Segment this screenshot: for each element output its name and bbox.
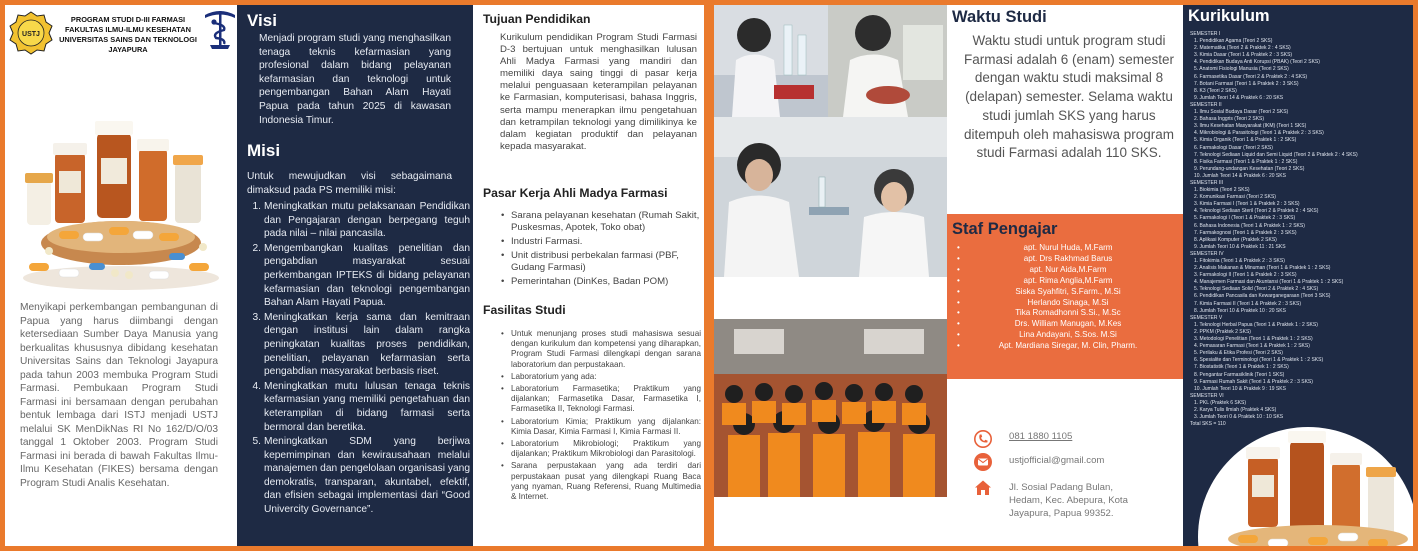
- fasilitas-item: • Laboratorium Mikrobiologi; Praktikum yang dijalankan; Praktikum Mikrobiologi dan Parasitologi.: [501, 439, 701, 459]
- kurikulum-course-item: 4. Pendidikan Budaya Anti Korupsi (PBAK) (Teori 2 SKS): [1194, 59, 1320, 66]
- kurikulum-course-item: 6. Bahasa Indonesia (Teori 1 & Praktek 1 : 2 SKS): [1194, 222, 1305, 229]
- misi-item: [247, 435, 470, 517]
- kurikulum-course-item: 7. Teknologi Sediaan Liquid dan Semi Liquid (Teori 2 & Praktek 2 : 4 SKS): [1194, 151, 1358, 158]
- staf-item: • Siska Syahfitri, S.Farm., M.Si: [957, 287, 1179, 298]
- address-line: Hedam, Kec. Abepura, Kota: [1009, 494, 1128, 506]
- kurikulum-course-item: 7. Biostatistik (Teori 1 & Praktek 1 : 2 SKS): [1194, 364, 1289, 371]
- cover-panel: [5, 5, 237, 546]
- lab-photo-1: [714, 5, 828, 117]
- visi-misi-panel: [237, 5, 473, 546]
- waktu-studi-panel: [947, 5, 1183, 546]
- kurikulum-semester-label: SEMESTER IV: [1190, 250, 1224, 257]
- email-icon: [974, 453, 992, 471]
- kurikulum-list: [1190, 31, 1405, 428]
- staf-item: • Lina Andayani, S.Sos. M.Si: [957, 330, 1179, 341]
- pasar-kerja-list: [501, 210, 701, 290]
- misi-text: Meningkatkan mutu lulusan tenaga teknis kefarmasian yang memiliki pengetahuan dan keterampilan di bidang farmasi serta bermoral dan beretika.: [264, 380, 470, 433]
- fasilitas-item: • Sarana perpustakaan yang ada terdiri dari perpustakaan pusat yang dilengkapi Ruang Baca yang nyaman, Ruang Referensi, Ruang Multimedia & Internet.: [501, 461, 701, 502]
- kurikulum-course-item: 7. Kimia Farmasi II (Teori 1 & Praktek 2 : 3 SKS): [1194, 300, 1301, 307]
- brochure-inside: [709, 0, 1418, 551]
- kurikulum-semester-label: Total SKS = 110: [1190, 421, 1226, 428]
- kurikulum-course-item: 3. Ilmu Kesehatan Masyarakat (IKM) (Teori 1 SKS): [1194, 123, 1307, 130]
- kurikulum-course-item: 3. Farmakologi II (Teori 1 & Praktek 2 : 3 SKS): [1194, 272, 1297, 279]
- misi-text: Meningkatkan SDM yang berjiwa kepemimpinan dan kewirausahaan melalui manajemen dan pengelolaan organisasi yang demokratis, transparan, akuntabel, efektif, dan efisien sebagai implementasi dari “Good Univercity Governance”.: [264, 436, 470, 516]
- kurikulum-heading: Kurikulum: [1188, 7, 1270, 25]
- kurikulum-course-item: 1. Biokimia (Teori 2 SKS): [1194, 187, 1250, 194]
- staf-pengajar-box: [947, 214, 1183, 379]
- staf-pengajar-list: [957, 243, 1179, 352]
- kurikulum-course-item: 1. Ilmu Sosial Budaya Dasar (Teori 2 SKS): [1194, 109, 1289, 116]
- kurikulum-course-item: 4. Teknologi Sediaan Steril (Teori 2 & Praktek 2 : 4 SKS): [1194, 208, 1319, 215]
- kurikulum-course-item: 5. Anatomi Fisiologi Manusia (Teori 2 SKS): [1194, 66, 1289, 73]
- misi-item: [247, 380, 470, 434]
- misi-item: [247, 200, 470, 241]
- tujuan-text: Kurikulum pendidikan Program Studi Farmasi D-3 bertujuan untuk menghasilkan lulusan Ahli Madya Farmasi yang mandiri dan memiliki daya saing tinggi di pasar kerja melalui penguasaan keterampilan pelayanan ke Farmasian, komputerisasi, bahasa Inggris, serta mampu menerapkan ilmu pengetahuan dan ketrampilan teknologi yang dimilikinya ke dalam kegiatan produktif dan pelayanan kepada masyarakat.: [500, 32, 697, 152]
- header-title-line: JAYAPURA: [108, 45, 148, 54]
- kurikulum-course-item: 9. Farmasi Rumah Sakit (Teori 1 & Praktek 2 : 3 SKS): [1194, 378, 1313, 385]
- kurikulum-course-item: 8. K3 (Teori 2 SKS): [1194, 87, 1237, 94]
- header: [5, 5, 237, 65]
- pasar-kerja-item: • Unit distribusi perbekalan farmasi (PBF, Gudang Farmasi): [501, 250, 701, 275]
- lab-photo-2: [828, 5, 947, 117]
- misi-text: Mengembangkan kualitas penelitian dan pengabdian masyarakat sesuai perkembangan IPTEKS di bidang pelayanan kefarmasian dan teknologi pengembangan Bahan Alam Hayati Papua.: [264, 242, 470, 309]
- kurikulum-course-item: 1. Teknologi Herbal Papua (Teori 1 & Praktek 1 : 2 SKS): [1194, 321, 1318, 328]
- kurikulum-course-item: 4. Manajemen Farmasi dan Akuntansi (Teori 1 & Praktek 1 : 2 SKS): [1194, 279, 1344, 286]
- kurikulum-course-item: 2. Bahasa Inggris (Teori 2 SKS): [1194, 116, 1265, 123]
- misi-item: [247, 311, 470, 379]
- waktu-studi-text: Waktu studi untuk program studi Farmasi adalah 6 (enam) semester dengan waktu studi maksimal 8 (delapan) semester. Selama waktu studi jumlah SKS yang harus ditempuh oleh mahasiswa program studi Farmasi adalah 110 SKS.: [963, 33, 1175, 161]
- staf-item: • apt. Rima Anglia,M.Farm: [957, 276, 1179, 287]
- fasilitas-item: • Laboratorium yang ada:: [501, 372, 701, 382]
- kurikulum-course-item: 1. PKL (Praktek 6 SKS): [1194, 399, 1247, 406]
- waktu-studi-heading: Waktu Studi: [952, 8, 1047, 26]
- kurikulum-course-item: 8. Jumlah Teori 10 & Praktek 10 : 20 SKS: [1194, 307, 1286, 314]
- kurikulum-course-item: 2. Analisis Makanan & Minuman (Teori 1 & Praktek 1 : 2 SKS): [1194, 265, 1331, 272]
- kurikulum-course-item: 8. Pengantar Farmasiklinik (Teori 1 SKS): [1194, 371, 1285, 378]
- staf-item: • apt. Nurul Huda, M.Farm: [957, 243, 1179, 254]
- kurikulum-course-item: 5. Perilaku & Etika Profesi (Teori 2 SKS): [1194, 350, 1283, 357]
- misi-intro: Untuk mewujudkan visi sebagaimana dimaksud pada PS memiliki misi:: [247, 171, 452, 196]
- kurikulum-course-item: 3. Metodologi Penelitian (Teori 1 & Praktek 1 : 2 SKS): [1194, 336, 1313, 343]
- kurikulum-course-item: 4. Mikrobiologi & Parasitologi (Teori 1 & Praktek 2 : 3 SKS): [1194, 130, 1324, 137]
- fasilitas-heading: Fasilitas Studi: [483, 303, 566, 317]
- kurikulum-course-item: 10. Jumlah Teori 10 & Praktek 9 : 19 SKS: [1194, 385, 1286, 392]
- fasilitas-item: • Untuk menunjang proses studi mahasiswa sesuai dengan kurikulum dan kompetensi yang diharapkan, Program Studi Farmasi dilengkapi dengan sarana laboratorium dan perpustakaan.: [501, 329, 701, 370]
- misi-list: [247, 200, 470, 518]
- kurikulum-course-item: 1. Fitokimia (Teori 1 & Praktek 2 : 3 SKS): [1194, 258, 1285, 264]
- medicine-bottles-image: [19, 113, 224, 293]
- kurikulum-course-item: 3. Kimia Dasar (Teori 1 & Praktek 2 : 3 SKS): [1194, 52, 1293, 59]
- kurikulum-semester-label: SEMESTER I: [1190, 31, 1221, 37]
- fasilitas-list: [501, 329, 701, 504]
- kurikulum-course-item: 9. Perundang-undangan Kesehatan (Teori 2 SKS): [1194, 165, 1305, 172]
- kurikulum-course-item: 2. Matematika (Teori 2 & Praktek 2 : 4 SKS): [1194, 45, 1291, 52]
- kurikulum-course-item: 2. Komunikasi Farmasi (Teori 2 SKS): [1194, 194, 1276, 201]
- phone-icon: [974, 430, 992, 448]
- kurikulum-course-item: 5. Kimia Organik (Teori 1 & Praktek 1 : 2 SKS): [1194, 137, 1297, 144]
- pasar-kerja-item: • Industri Farmasi.: [501, 236, 701, 248]
- fasilitas-item: • Laboratorium Kimia; Praktikum yang dijalankan: Kimia Dasar, Kimia Farmasi I, Kimia Farmasi II.: [501, 417, 701, 437]
- kurikulum-semester-label: SEMESTER VI: [1190, 392, 1224, 399]
- photo-panel: [714, 5, 947, 546]
- staf-item: • Herlando Sinaga, M.Si: [957, 298, 1179, 309]
- kurikulum-course-item: 6. Pendidikan Pancasila dan Kewarganegaraan (Teori 3 SKS): [1194, 293, 1331, 300]
- kurikulum-course-item: 7. Farmakognosi (Teori 1 & Praktek 2 : 3 SKS): [1194, 229, 1297, 236]
- kurikulum-course-item: 5. Farmakologi I (Teori 1 & Praktek 2 : 3 SKS): [1194, 215, 1296, 222]
- staf-pengajar-heading: Staf Pengajar: [952, 220, 1058, 238]
- misi-number: 5.: [252, 436, 261, 448]
- misi-number: 3.: [252, 311, 261, 323]
- header-title-line: UNIVERSITAS SAINS DAN TEKNOLOGI: [59, 35, 197, 44]
- kurikulum-course-item: 9. Jumlah Teori 14 & Praktek 6 : 20 SKS: [1194, 94, 1284, 101]
- pasar-kerja-item: • Sarana pelayanan kesehatan (Rumah Sakit, Puskesmas, Apotek, Toko obat): [501, 210, 701, 235]
- kurikulum-semester-label: SEMESTER V: [1190, 314, 1223, 321]
- phone-link[interactable]: 081 1880 1105: [1009, 431, 1073, 442]
- kurikulum-course-item: 5. Teknologi Sediaan Solid (Teori 2 & Praktek 2 : 4 SKS): [1194, 286, 1319, 293]
- kurikulum-course-item: 10. Jumlah Teori 14 & Praktek 6 : 20 SKS: [1194, 172, 1286, 179]
- misi-number: 4.: [252, 380, 261, 392]
- misi-heading: Misi: [247, 141, 281, 160]
- address-line: Jayapura, Papua 99352.: [1009, 507, 1114, 519]
- kurikulum-course-item: 3. Jumlah Teori 0 & Praktek 10 : 10 SKS: [1194, 414, 1284, 421]
- tujuan-panel: [473, 5, 709, 546]
- pasar-kerja-heading: Pasar Kerja Ahli Madya Farmasi: [483, 186, 668, 200]
- staf-item: • apt. Drs Rakhmad Barus: [957, 254, 1179, 265]
- kurikulum-course-item: 1. Pendidikan Agama (Teori 2 SKS): [1194, 38, 1273, 45]
- email-link[interactable]: ustjofficial@gmail.com: [1009, 455, 1105, 466]
- kurikulum-panel: [1183, 5, 1413, 546]
- pharmacy-caduceus-icon: [202, 5, 237, 51]
- staf-item: • apt. Nur Aida,M.Farm: [957, 265, 1179, 276]
- staf-item: • Apt. Mardiana Siregar, M. Clin, Pharm.: [957, 341, 1179, 352]
- header-title-line: PROGRAM STUDI D-III FARMASI: [70, 15, 186, 24]
- misi-number: 2.: [252, 242, 261, 254]
- ustj-logo: [8, 11, 54, 55]
- kurikulum-semester-label: SEMESTER II: [1190, 101, 1222, 108]
- kurikulum-course-item: 8. Fisika Farmasi (Teori 1 & Praktek 1 : 2 SKS): [1194, 158, 1298, 165]
- address-line: Jl. Sosial Padang Bulan,: [1009, 482, 1113, 493]
- tujuan-heading: Tujuan Pendidikan: [483, 12, 591, 26]
- misi-item: [247, 242, 470, 310]
- misi-text: Meningkatkan mutu pelaksanaan Pendidikan dan Pengajaran dengan berpegang teguh pada nilai – nilai pancasila.: [264, 201, 470, 240]
- kurikulum-course-item: 6. Farmakologi Dasar (Teori 2 SKS): [1194, 144, 1273, 151]
- visi-text: Menjadi program studi yang menghasilkan tenaga teknis kefarmasian yang profesional dalam bidang pelayanan kefarmasian dan teknologi untuk pengembangan Bahan Alam Hayati Papua pada tahun 2025 di kawasan Indonesia Timur.: [259, 33, 451, 126]
- kurikulum-course-item: 6. Farmasetika Dasar (Teori 2 & Praktek 2 : 4 SKS): [1194, 73, 1308, 80]
- kurikulum-semester-label: SEMESTER III: [1190, 179, 1224, 186]
- staf-item: • Drs. William Manugan, M.Kes: [957, 319, 1179, 330]
- home-icon: [974, 479, 992, 497]
- staf-item: • Tika Romadhonni S.Si., M.Sc: [957, 308, 1179, 319]
- visi-heading: Visi: [247, 11, 277, 30]
- misi-text: Meningkatkan kerja sama dan kemitraan dengan institusi lain dalam rangka peningkatan kualitas proses pendidikan, penelitian, pelayanan kefarmasian serta pengabdian masyarakat berbasis riset.: [264, 311, 470, 378]
- address-text: [1009, 482, 1128, 520]
- fasilitas-item: • Laboratorium Farmasetika; Praktikum yang dijalankan; Farmasetika Dasar, Farmasetika I, Farmasetika II, Teknologi Farmasi.: [501, 384, 701, 415]
- students-photo: [714, 319, 947, 497]
- kurikulum-course-item: 2. Karya Tulis Ilmiah (Praktek 4 SKS): [1194, 406, 1277, 413]
- medicine-bottles-image: [1198, 427, 1413, 546]
- kurikulum-course-item: 9. Jumlah Teori 10 & Praktek 11 : 21 SKS: [1194, 243, 1286, 250]
- kurikulum-course-item: 4. Pemasaran Farmasi (Teori 1 & Praktek 1 : 2 SKS): [1194, 343, 1310, 350]
- header-title: [55, 15, 201, 55]
- kurikulum-course-item: 6. Spesialite dan Terminologi (Teori 1 & Praktek 1 : 2 SKS): [1194, 357, 1324, 364]
- intro-paragraph: Menyikapi perkembangan pembangunan di Papua yang harus diimbangi dengan ketersediaan Sumber Daya Manusia yang berkualitas khususnya dibidang kesehatan Universitas Sains dan Teknologi Jayapura pada tahun 2003 membuka Program Studi Farmasi. Pembukaan Program Studi Farmasi ini bersamaan dengan perubahan bentuk lembaga dari ISTJ menjadi USTJ melalui SK MenDikNas RI No 162/D/O/03 tanggal 1 Oktober 2003. Program Studi Farmasi ini berada di bawah Fakultas Ilmu-Ilmu Kesehatan (FIKES) bersama dengan Program Studi Analis Kesehatan.: [20, 302, 218, 489]
- lab-photo-3: [714, 117, 947, 277]
- kurikulum-course-item: 2. PPKM (Praktek 2 SKS): [1194, 328, 1251, 335]
- kurikulum-course-item: 8. Aplikasi Komputer (Praktek 2 SKS): [1194, 236, 1277, 243]
- header-title-line: FAKULTAS ILMU-ILMU KESEHATAN: [65, 25, 191, 34]
- kurikulum-course-item: 7. Botani Farmasi (Teori 1 & Praktek 2 : 3 SKS): [1194, 80, 1299, 87]
- kurikulum-course-item: 3. Kimia Farmasi I (Teori 1 & Praktek 2 : 3 SKS): [1194, 201, 1300, 208]
- pasar-kerja-item: • Pemerintahan (DinKes, Badan POM): [501, 276, 701, 288]
- misi-number: 1.: [252, 201, 261, 212]
- logo-text: USTJ: [22, 31, 40, 38]
